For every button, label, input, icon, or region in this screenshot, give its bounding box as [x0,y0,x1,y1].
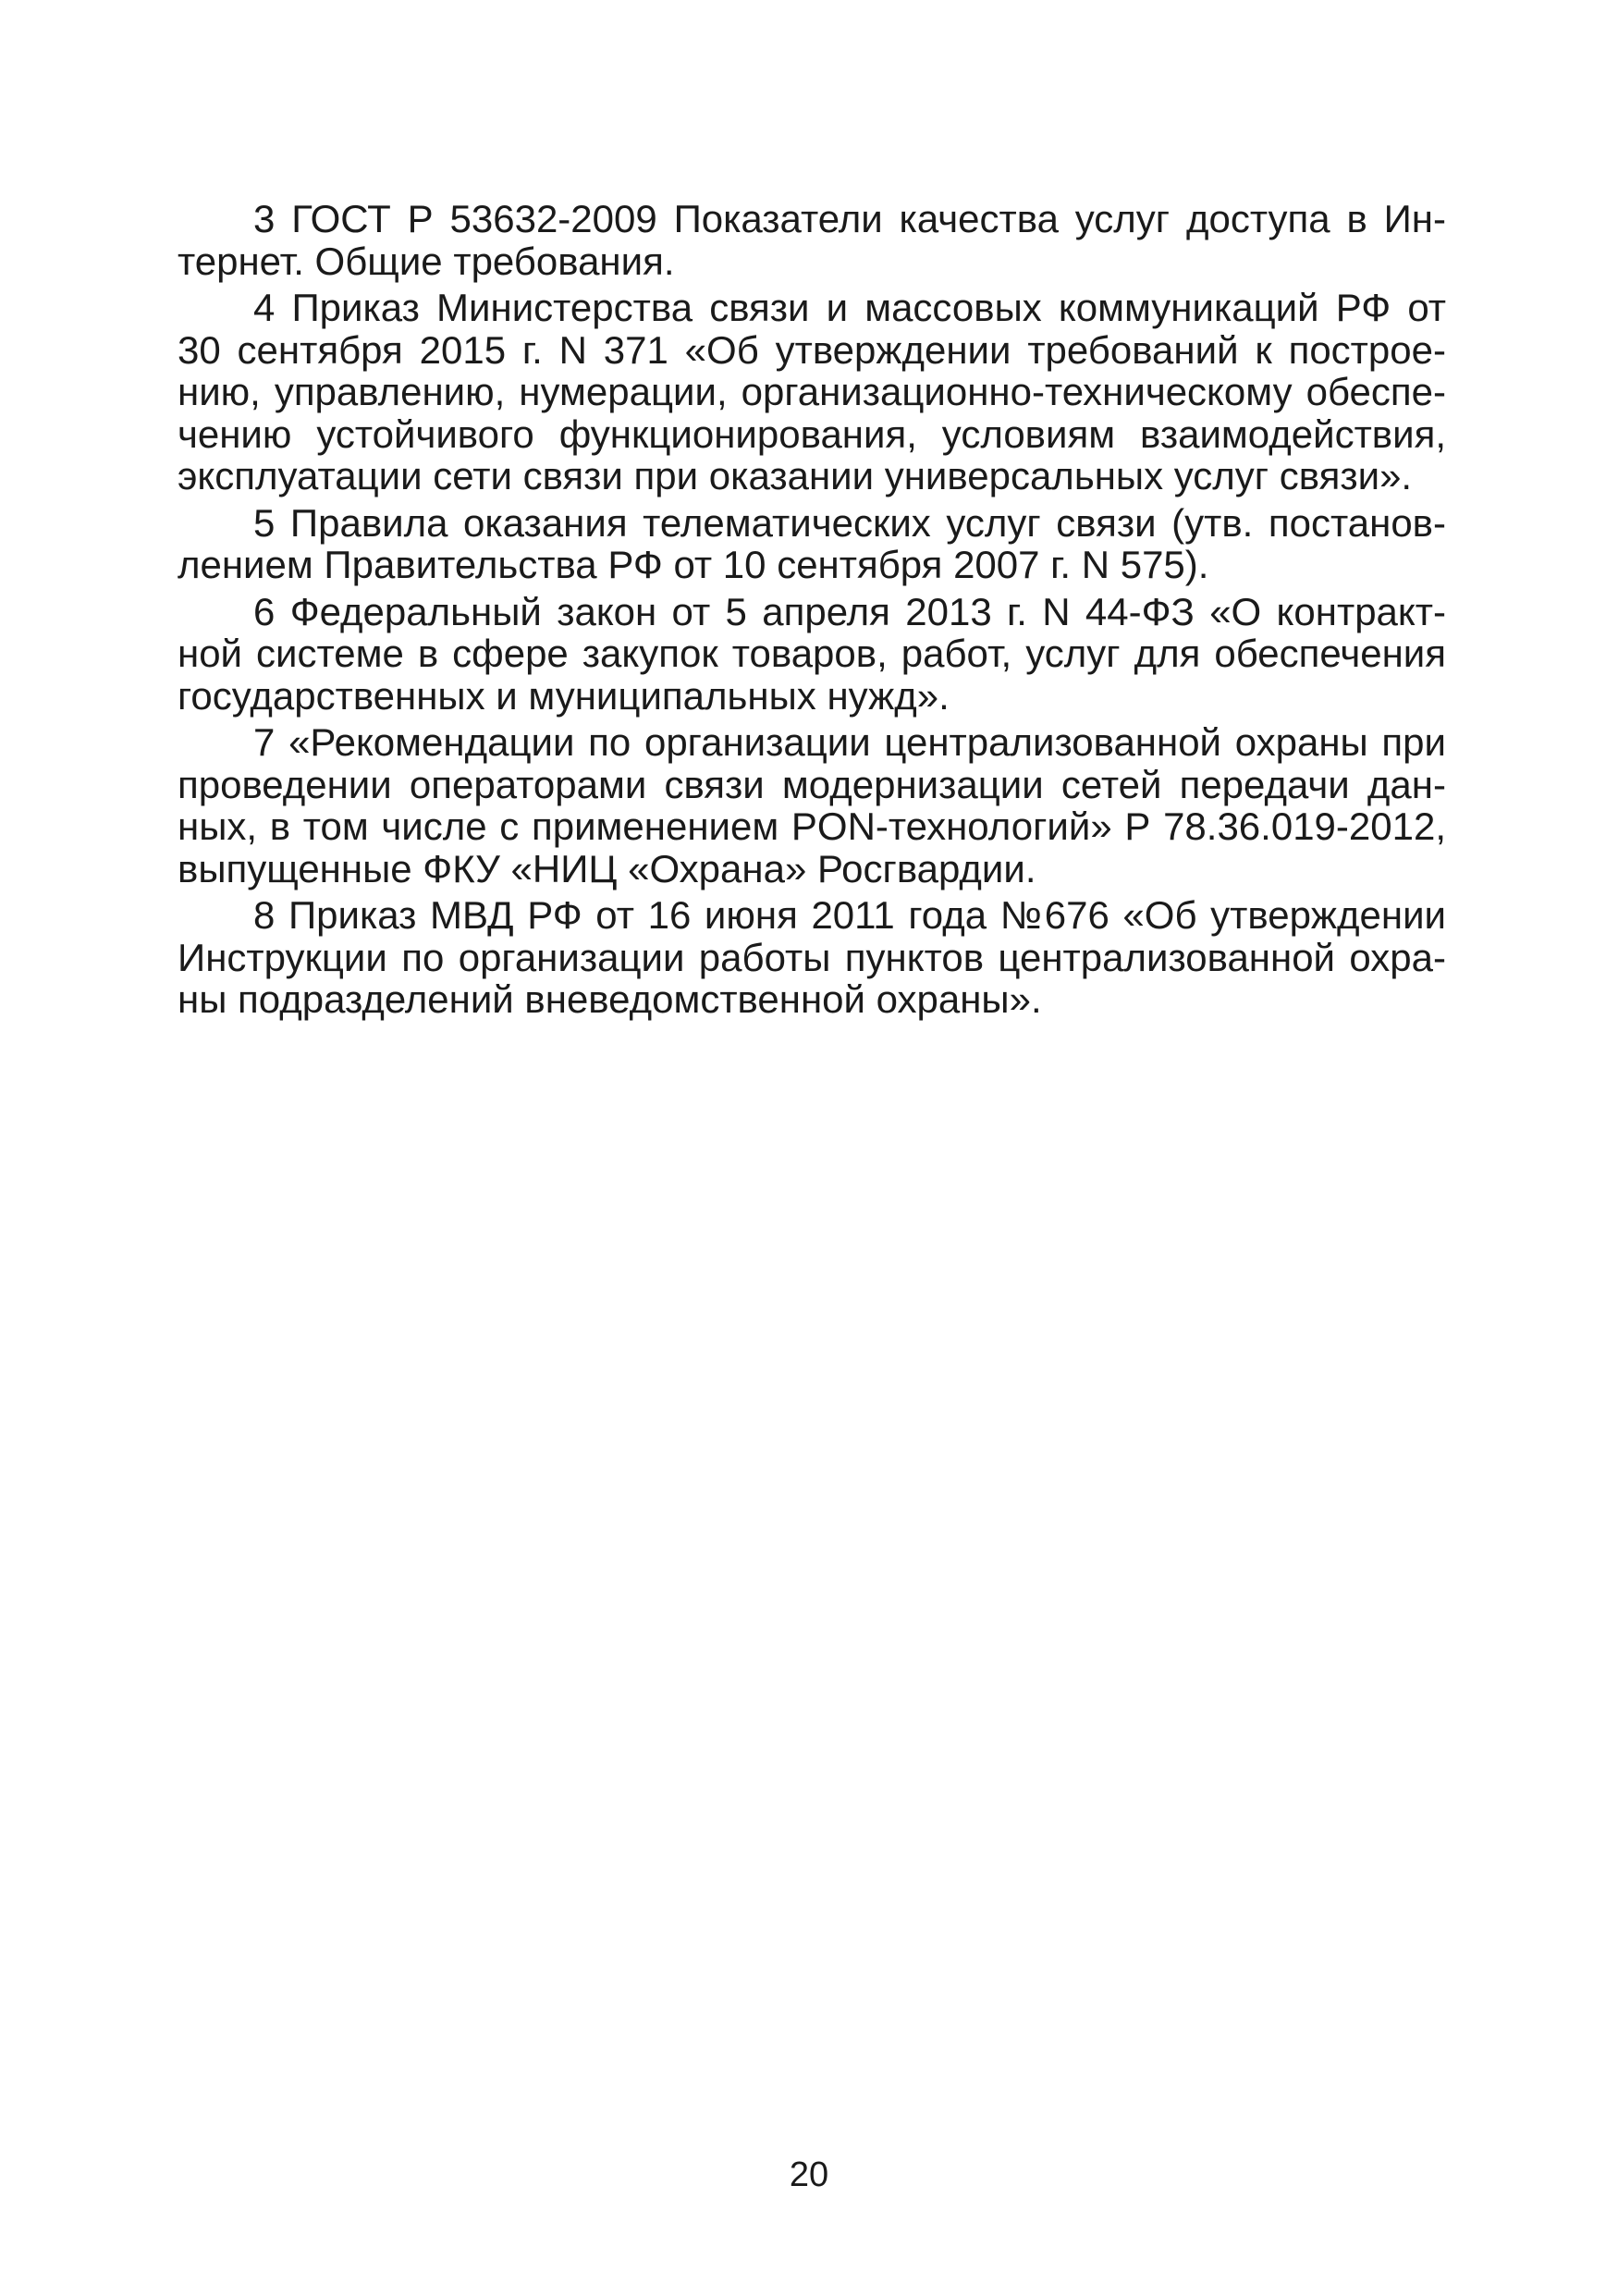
reference-item-7: 7 «Рекомендации по организации централизованной охраны при проведении операторами связи модернизации сетей передачи данных, в том числе с применением PON-технологий» Р 78.36.019-2012, выпущенные ФКУ «НИЦ «Охрана» Росгвардии. [178,720,1446,890]
reference-item-8: 8 Приказ МВД РФ от 16 июня 2011 года №676 «Об утверждении Инструкции по организации работы пунктов централизованной охраны подразделений вневедомственной охраны». [178,893,1446,1021]
reference-item-5: 5 Правила оказания телематических услуг связи (утв. постановлением Правительства РФ от 10 сентября 2007 г. N 575). [178,500,1446,586]
reference-item-3: 3 ГОСТ Р 53632-2009 Показатели качества услуг доступа в Интернет. Общие требования. [178,197,1446,283]
reference-item-4: 4 Приказ Министерства связи и массовых коммуникаций РФ от 30 сентября 2015 г. N 371 «Об утверждении требований к построению, управлению, нумерации, организационно-техническому обеспечению устойчивого функционирования, условиям взаимодействия, эксплуатации сети связи при оказании универсальных услуг связи». [178,286,1446,497]
reference-list [178,198,1446,1025]
reference-item-6: 6 Федеральный закон от 5 апреля 2013 г. N 44-ФЗ «О контрактной системе в сфере закупок товаров, работ, услуг для обеспечения государственных и муниципальных нужд». [178,589,1446,718]
page-number: 20 [789,2155,829,2194]
